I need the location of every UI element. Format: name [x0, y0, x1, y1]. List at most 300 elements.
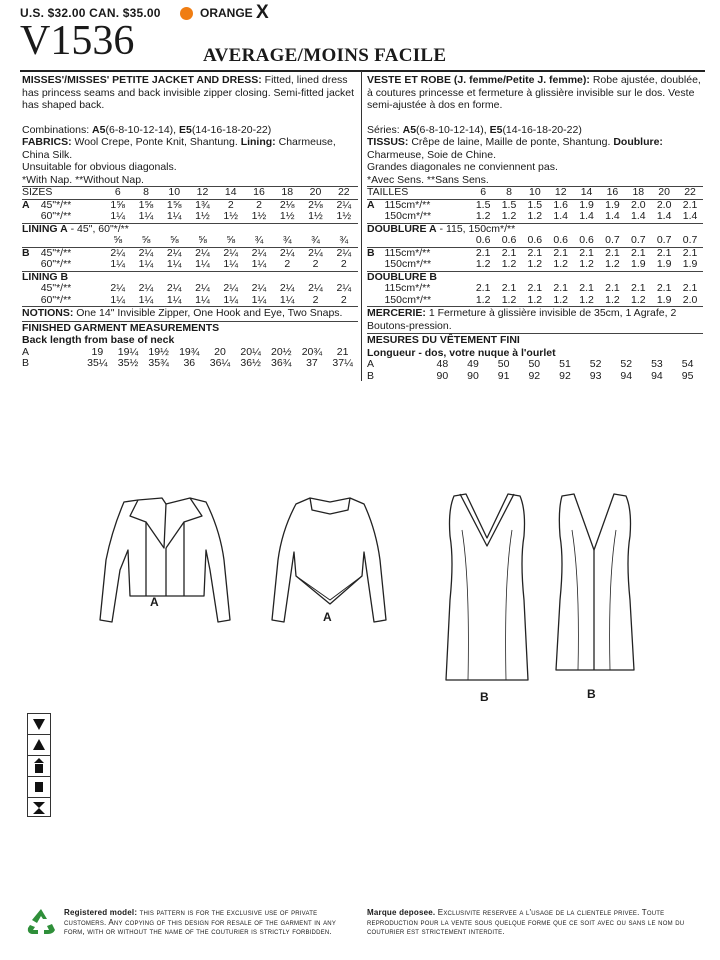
fr-yardage-table	[367, 186, 703, 307]
row-value: 2¼	[138, 246, 154, 259]
row-value: 94	[651, 369, 663, 382]
row-value: 1½	[308, 210, 323, 222]
row-value: 1.9	[579, 198, 594, 211]
footer-fr-lead: Marque deposee.	[367, 908, 436, 917]
row-value: 2⅛	[308, 198, 323, 211]
row-value: 91	[497, 369, 510, 382]
table-row	[367, 359, 703, 371]
fr-mercerie-label: MERCERIE:	[367, 307, 426, 319]
row-value: 2.1	[527, 282, 543, 294]
row-value: 93	[589, 369, 602, 382]
row-width: 45"*/**	[40, 246, 72, 259]
row-value: 1.4	[682, 210, 698, 222]
footer-fr-text: Exclusivite reservee a l'usage de la clientele privee. Toute reproduction pour la vente sous quelque forme que ce soit avec ou sans le nom du couturier est strictement interdite.	[367, 908, 685, 936]
row-value: 1.5	[527, 198, 543, 211]
row-label: A	[367, 198, 375, 211]
row-label: A	[22, 198, 30, 211]
row-value: 2¼	[110, 282, 126, 294]
en-sizes-label: SIZES	[22, 186, 53, 198]
row-value: 2.1	[475, 282, 491, 294]
row-value: 1.2	[527, 210, 543, 222]
row-value: 2¼	[336, 198, 352, 211]
en-nap-note: *With Nap. **Without Nap.	[22, 173, 144, 186]
row-value: 1.2	[553, 258, 569, 270]
row-value: 53	[651, 358, 663, 370]
row-value: 1.9	[656, 293, 672, 306]
table-row	[22, 283, 358, 295]
fr-sizes-row	[367, 187, 703, 200]
row-width: 60"*/**	[40, 293, 72, 306]
color-swatch-icon	[180, 7, 193, 20]
dress-front-label: B	[480, 690, 489, 704]
size-cell: 16	[253, 186, 265, 198]
table-row	[367, 371, 703, 383]
row-value: 2	[340, 258, 347, 270]
row-value: 54	[681, 358, 694, 370]
row-value: 2.1	[682, 282, 698, 294]
size-cell: 10	[529, 186, 541, 198]
row-value: 36¼	[209, 357, 231, 369]
row-width: 60"*/**	[40, 258, 72, 270]
row-value: 1½	[251, 210, 267, 222]
row-value: 1.2	[605, 258, 620, 270]
row-value: 1.4	[605, 210, 620, 222]
row-value: 0.6	[501, 234, 517, 246]
row-value: 2¼	[138, 282, 154, 294]
row-value: 2.1	[656, 282, 672, 294]
fr-sens-note: *Avec Sens. **Sans Sens.	[367, 173, 489, 186]
fr-measure-table	[367, 359, 703, 382]
row-width: 150cm*/**	[384, 258, 432, 270]
row-value: 2¼	[308, 246, 323, 259]
row-value: 2.0	[682, 293, 698, 306]
row-value: 1¼	[195, 258, 210, 270]
row-value: 2	[312, 293, 319, 306]
row-value: 36½	[240, 357, 261, 369]
fr-series-label: Séries:	[367, 123, 400, 136]
row-value: ⅝	[113, 234, 123, 246]
size-cell: 6	[480, 186, 487, 198]
table-row	[22, 247, 358, 259]
row-width: 45"*/**	[40, 282, 72, 294]
fr-doublure-label: Doublure:	[613, 136, 663, 148]
en-notions-text: One 14" Invisible Zipper, One Hook and Eye, Two Snaps.	[76, 307, 343, 319]
footer-en-text: this pattern is for the exclusive use of private customers. Any copying of this design for resale of the garment in any form, with or without the name of the couturier is strictly forbidden.	[64, 908, 337, 936]
fr-mercerie	[367, 307, 703, 332]
footer-french	[367, 908, 703, 937]
row-value: 1.2	[579, 293, 594, 306]
row-value: 19½	[148, 345, 169, 358]
row-value: 1.2	[501, 293, 517, 306]
size-cell: 18	[632, 186, 645, 198]
row-value: 35¼	[87, 357, 108, 369]
jacket-back-illustration	[250, 490, 410, 650]
doublure-a-heading: DOUBLURE A	[367, 222, 437, 235]
lining-a-heading-row	[22, 223, 358, 235]
row-value: 1¼	[195, 293, 210, 306]
table-row	[367, 259, 703, 271]
row-value: 1.6	[553, 198, 569, 211]
row-value: 21	[336, 345, 349, 358]
row-value: 2.1	[579, 246, 594, 259]
row-value: 2¼	[166, 282, 182, 294]
row-value: 95	[681, 369, 694, 382]
en-combo-a-sizes: (6-8-10-12-14),	[105, 123, 177, 136]
row-value: 1.4	[579, 210, 594, 222]
row-value: 50	[528, 358, 541, 370]
table-row	[22, 295, 358, 307]
table-row	[22, 211, 358, 223]
fr-mercerie-text: 1 Fermeture à glissière invisible de 35cm, 1 Agrafe, 2 Boutons-pression.	[367, 307, 677, 332]
triangle-square-icon	[28, 756, 50, 777]
row-value: 2.1	[501, 282, 517, 294]
fr-series	[367, 124, 703, 137]
row-value: 49	[467, 358, 479, 370]
row-value: 2.0	[630, 198, 646, 211]
row-value: ⅝	[198, 234, 207, 246]
fr-series-a-sizes: (6-8-10-12-14),	[416, 123, 487, 136]
row-value: 1⅝	[166, 198, 182, 211]
en-yardage-table	[22, 186, 358, 307]
en-unsuitable: Unsuitable for obvious diagonals.	[22, 161, 177, 173]
square-icon	[28, 777, 50, 798]
row-value: 2.1	[656, 246, 672, 259]
row-value: 2.1	[682, 198, 698, 211]
row-value: 1¼	[223, 293, 239, 306]
row-value: 2.0	[656, 198, 672, 211]
row-label: B	[22, 246, 30, 259]
difficulty-label: AVERAGE/MOINS FACILE	[203, 45, 447, 66]
row-label: B	[367, 369, 375, 382]
en-combinations	[22, 124, 358, 137]
row-value: ¾	[339, 234, 349, 246]
jacket-front-illustration	[90, 490, 240, 650]
row-value: 2¼	[279, 246, 295, 259]
row-value: 2.1	[605, 282, 620, 294]
fr-series-a: A5	[402, 123, 417, 136]
row-label: B	[22, 357, 30, 369]
row-value: 1¼	[251, 258, 267, 270]
pattern-code: V1536	[20, 18, 135, 64]
row-value: 1.2	[475, 210, 491, 222]
row-value: 1¼	[110, 258, 126, 270]
color-mark: X	[256, 2, 269, 23]
en-description	[22, 74, 358, 112]
row-value: 1.9	[605, 198, 620, 211]
row-value: 35½	[117, 357, 139, 369]
fr-doublure-text: Charmeuse, Soie de Chine.	[367, 148, 496, 161]
french-column	[367, 74, 703, 382]
fr-tissus-text: Crêpe de laine, Maille de ponte, Shantung.	[411, 136, 611, 148]
row-value: 1.2	[501, 258, 517, 270]
size-cell: 6	[114, 186, 121, 198]
row-value: 1½	[279, 210, 295, 222]
row-value: 1.4	[656, 210, 672, 222]
row-value: 0.7	[630, 234, 646, 246]
en-fabrics-text: Wool Crepe, Ponte Knit, Shantung.	[74, 136, 238, 148]
row-width: 150cm*/**	[384, 293, 432, 306]
row-value: 94	[620, 369, 633, 382]
size-cell: 14	[580, 186, 593, 198]
row-value: 52	[589, 358, 602, 370]
symbol-box	[27, 713, 51, 817]
row-value: 1.5	[475, 198, 491, 211]
en-finished-heading: FINISHED GARMENT MEASUREMENTS	[22, 321, 220, 334]
en-measure-table	[22, 347, 358, 370]
triangle-up-icon	[28, 735, 50, 756]
en-sizes-row	[22, 187, 358, 200]
row-value: ⅝	[141, 234, 151, 246]
row-value: 50	[497, 358, 510, 370]
row-width: 45"*/**	[40, 198, 72, 211]
row-value: 1.2	[475, 293, 491, 306]
fr-finished-heading: MESURES DU VÊTEMENT FINI	[367, 334, 520, 346]
row-value: 2¼	[195, 282, 210, 294]
row-value: ⅝	[226, 234, 236, 246]
row-value: 0.7	[605, 234, 620, 246]
row-value: 1.9	[656, 258, 672, 270]
hourglass-icon	[28, 798, 50, 818]
lining-b-heading: LINING B	[22, 270, 69, 283]
table-row	[22, 358, 358, 370]
row-value: ⅝	[169, 234, 179, 246]
dress-front-illustration	[440, 490, 535, 685]
row-value: 2.1	[553, 282, 569, 294]
row-value: 48	[436, 358, 449, 370]
en-fabrics-label: FABRICS:	[22, 136, 72, 148]
row-label	[22, 211, 37, 223]
row-value: 0.7	[656, 234, 672, 246]
row-value: 0.6	[527, 234, 543, 246]
row-value: 52	[620, 358, 633, 370]
en-fabrics	[22, 136, 358, 161]
row-value: 51	[559, 358, 571, 370]
header-divider	[20, 70, 705, 72]
dress-back-label: B	[587, 687, 596, 701]
fr-longueur: Longueur - dos, votre nuque à l'ourlet	[367, 346, 556, 359]
price-label: U.S. $32.00 CAN. $35.00	[20, 6, 161, 20]
footer-en-lead: Registered model:	[64, 908, 138, 917]
triangle-down-icon	[28, 714, 50, 735]
row-label: A	[367, 358, 375, 370]
row-value: 35¾	[148, 357, 169, 369]
doublure-b-heading: DOUBLURE B	[367, 270, 437, 283]
row-value: 90	[436, 369, 449, 382]
row-value: 36¾	[271, 357, 292, 369]
table-row	[367, 283, 703, 295]
doublure-a-widths: - 115, 150cm*/**	[436, 222, 516, 235]
en-combo-e-sizes: (14-16-18-20-22)	[191, 123, 272, 136]
row-value: 19	[91, 345, 104, 358]
row-value: 20	[214, 345, 226, 358]
row-value: 1.2	[475, 258, 491, 270]
table-row	[22, 259, 358, 271]
row-width: 60"*/**	[40, 210, 72, 222]
row-value: 19¾	[179, 345, 200, 358]
row-value: 0.6	[553, 234, 569, 246]
row-label: B	[367, 246, 375, 259]
row-value: 2	[340, 293, 347, 306]
row-value: 1¼	[110, 210, 126, 222]
row-value: 1½	[223, 210, 239, 222]
row-value: 20¾	[301, 345, 323, 358]
row-value: 1.4	[630, 210, 646, 222]
row-value: 2¼	[251, 246, 267, 259]
row-value: 2.1	[475, 246, 491, 259]
row-value: 2.1	[501, 246, 517, 259]
fr-tissus	[367, 136, 703, 161]
row-value: 2¼	[195, 246, 210, 259]
row-value: ¾	[254, 234, 264, 246]
en-lining-text: Charmeuse, China Silk.	[22, 136, 336, 161]
row-value: 1¼	[223, 258, 239, 270]
table-row	[22, 235, 358, 247]
size-cell: 22	[684, 186, 696, 198]
row-value: 2	[227, 198, 234, 211]
row-value: 2¼	[223, 246, 239, 259]
row-value: 1.2	[527, 293, 543, 306]
size-cell: 12	[196, 186, 209, 198]
fr-series-e-sizes: (14-16-18-20-22)	[502, 123, 582, 136]
row-value: 1.2	[553, 293, 569, 306]
fr-description-text: Robe ajustée, doublée, à coutures princesse et fermeture à glissière invisible sur le dos. Veste semi-ajustée à dos en forme.	[367, 74, 701, 111]
row-value: 1.4	[553, 210, 569, 222]
lining-a-heading: LINING A	[22, 222, 68, 235]
row-value: 1¼	[251, 293, 267, 306]
row-value: 2.1	[630, 246, 646, 259]
en-combo-e: E5	[179, 123, 192, 136]
row-value: 1.9	[682, 258, 698, 270]
row-value: 1¼	[279, 293, 295, 306]
table-row	[367, 295, 703, 307]
en-description-text: Fitted, lined dress has princess seams and back invisible zipper closing. Semi-fitted jacket has shaped back.	[22, 74, 355, 111]
en-notions-label: NOTIONS:	[22, 307, 74, 319]
row-value: 2¼	[110, 246, 126, 259]
size-cell: 8	[143, 186, 149, 198]
size-cell: 8	[506, 186, 512, 198]
row-value: 1⅝	[138, 198, 154, 211]
row-value: 2	[284, 258, 291, 270]
row-label	[367, 211, 380, 223]
row-value: 2¼	[308, 282, 323, 294]
row-value: 1½	[195, 210, 210, 222]
recycle-icon	[26, 908, 56, 936]
row-value: ¾	[282, 234, 292, 246]
row-value: 0.6	[579, 234, 594, 246]
english-column	[22, 74, 358, 370]
row-value: 2¼	[166, 246, 182, 259]
row-width: 115cm*/**	[384, 282, 431, 294]
row-value: 1¼	[166, 210, 182, 222]
size-cell: 18	[281, 186, 294, 198]
jacket-front-label: A	[150, 595, 159, 609]
fr-series-e: E5	[489, 123, 503, 136]
size-cell: 22	[337, 186, 350, 198]
fr-tissus-label: TISSUS:	[367, 136, 409, 148]
row-value: ¾	[311, 234, 320, 246]
row-value: 2¼	[279, 282, 295, 294]
row-value: 37¼	[332, 357, 353, 369]
row-value: 2.1	[527, 246, 543, 259]
row-value: 2.1	[553, 246, 569, 259]
row-value: 1¼	[110, 293, 126, 306]
fr-diagonales: Grandes diagonales ne conviennent pas.	[367, 161, 558, 173]
row-value: 20½	[271, 345, 292, 358]
row-value: 0.7	[682, 234, 698, 246]
row-value: 2¼	[223, 282, 239, 294]
size-cell: 10	[168, 186, 181, 198]
en-combinations-label: Combinations:	[22, 123, 90, 136]
size-cell: 20	[309, 186, 322, 198]
row-width: 150cm*/**	[384, 210, 432, 222]
row-label	[22, 259, 37, 271]
size-cell: 12	[554, 186, 567, 198]
row-width: 115cm*/**	[384, 246, 431, 259]
jacket-back-label: A	[323, 610, 332, 624]
row-value: 2.1	[579, 282, 594, 294]
row-value: 1.5	[501, 198, 517, 211]
row-value: 1¾	[195, 198, 210, 211]
row-value: 2¼	[336, 246, 352, 259]
row-value: 2.1	[605, 246, 620, 259]
row-value: 1.2	[605, 293, 620, 306]
footer-english	[64, 908, 354, 937]
lining-a-widths: - 45", 60"*/**	[67, 222, 129, 235]
fr-title: VESTE ET ROBE (J. femme/Petite J. femme):	[367, 74, 590, 86]
size-cell: 16	[606, 186, 619, 198]
table-row	[367, 211, 703, 223]
row-value: 92	[559, 369, 571, 382]
en-lining-label: Lining:	[240, 136, 276, 148]
row-value: 2¼	[336, 282, 352, 294]
size-cell: 20	[658, 186, 670, 198]
row-label: A	[22, 345, 30, 358]
size-cell: 14	[224, 186, 237, 198]
row-value: 2.1	[682, 246, 698, 259]
row-width: 115cm*/**	[384, 198, 431, 211]
row-value: 2	[312, 258, 319, 270]
row-value: 1.2	[630, 293, 646, 306]
row-value: 90	[467, 369, 479, 382]
dress-back-illustration	[552, 490, 637, 675]
row-value: 19¼	[117, 345, 139, 358]
row-value: 1.2	[527, 258, 543, 270]
column-divider	[361, 71, 362, 381]
table-row	[367, 235, 703, 247]
en-title: MISSES'/MISSES' PETITE JACKET AND DRESS:	[22, 74, 262, 86]
row-value: 20¼	[240, 345, 261, 358]
row-value: 2⅛	[279, 198, 295, 211]
en-combo-a: A5	[92, 123, 106, 136]
row-value: 1.2	[501, 210, 517, 222]
row-value: 1¼	[166, 293, 182, 306]
fr-description	[367, 74, 703, 112]
en-notions	[22, 307, 358, 320]
row-value: 0.6	[475, 234, 491, 246]
row-value: 2¼	[251, 282, 267, 294]
row-value: 1.9	[630, 258, 646, 270]
row-value: 1½	[336, 210, 352, 222]
row-value: 37	[306, 357, 318, 369]
row-value: 1¼	[166, 258, 182, 270]
row-value: 1¼	[138, 258, 154, 270]
en-back-length: Back length from base of neck	[22, 334, 175, 346]
row-value: 1¼	[138, 293, 154, 306]
row-value: 1⅝	[110, 198, 126, 211]
fr-tailles-label: TAILLES	[367, 186, 409, 198]
row-value: 2	[256, 198, 262, 211]
row-value: 1.2	[579, 258, 594, 270]
